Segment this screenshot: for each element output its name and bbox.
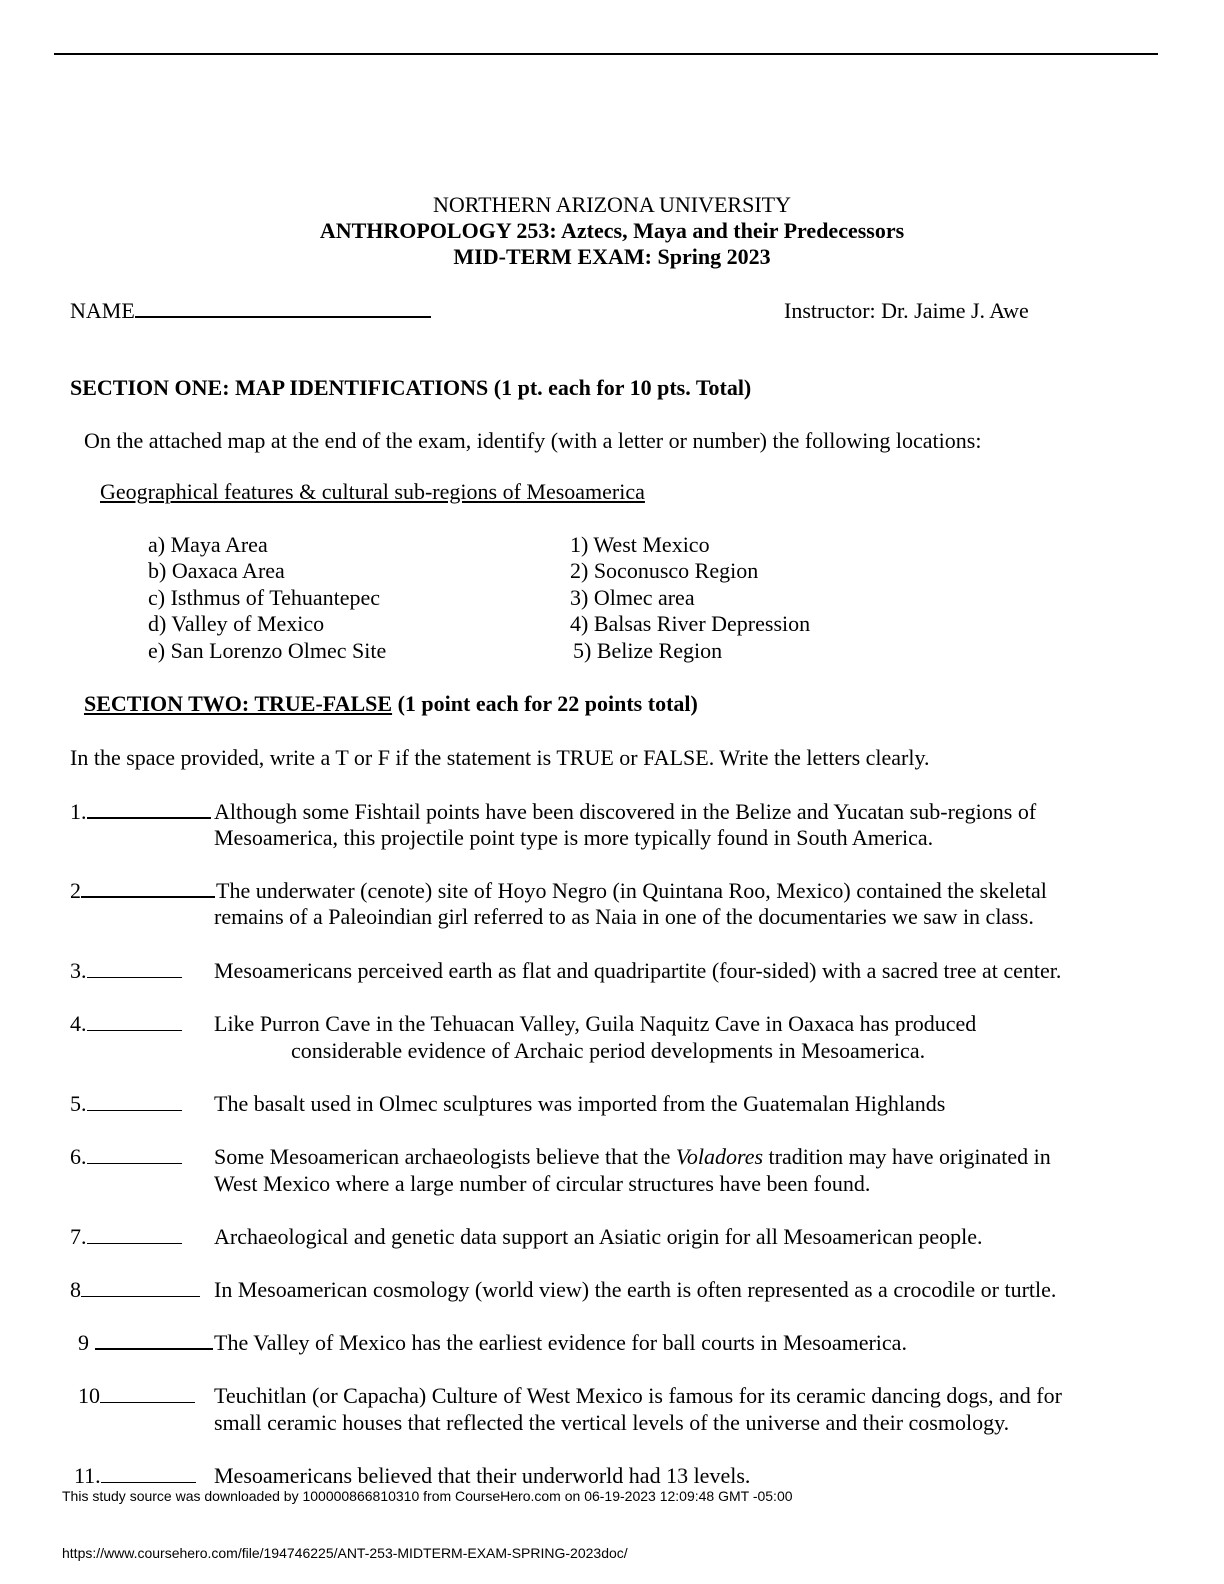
answer-blank[interactable] [87,1145,182,1164]
question-text: In Mesoamerican cosmology (world view) the earth is often represented as a crocodile or turtle. [214,1277,1057,1302]
question-text: Mesoamerica, this projectile point type is more typically found in South America. [214,825,934,850]
question-text: Archaeological and genetic data support an Asiatic origin for all Mesoamerican people. [214,1224,983,1249]
course-title: ANTHROPOLOGY 253: Aztecs, Maya and their Predecessors [319,218,905,243]
question-text: Teuchitlan (or Capacha) Culture of West Mexico is famous for its ceramic dancing dogs, and for [214,1383,1062,1408]
question-text: Mesoamericans believed that their underworld had 13 levels. [214,1463,751,1488]
question-text: West Mexico where a large number of circular structures have been found. [214,1171,871,1196]
question-number: 2 [70,878,81,903]
question-text: Like Purron Cave in the Tehuacan Valley, Guila Naquitz Cave in Oaxaca has produced [214,1011,977,1036]
answer-blank[interactable] [87,1092,182,1111]
question-number-row [70,1011,182,1037]
download-note: This study source was downloaded by 100000866810310 from CourseHero.com on 06-19-2023 12:09:48 GMT -05:00 [62,1488,793,1504]
question-number-row [70,1144,182,1170]
map-item: d) Valley of Mexico [148,611,325,636]
answer-blank[interactable] [100,1384,195,1403]
answer-blank[interactable] [81,878,215,898]
map-item: 2) Soconusco Region [570,558,759,583]
answer-blank[interactable] [87,1225,182,1244]
section-two-heading [84,691,698,717]
question-text-part: tradition may have originated in [763,1144,1051,1169]
exam-title: MID-TERM EXAM: Spring 2023 [453,244,771,269]
map-item: c) Isthmus of Tehuantepec [148,585,381,610]
source-url[interactable]: https://www.coursehero.com/file/194746225/ANT-253-MIDTERM-EXAM-SPRING-2023doc/ [62,1545,628,1561]
question-number-row [70,878,215,904]
answer-blank[interactable] [87,799,211,819]
question-number: 4. [70,1011,87,1036]
name-blank[interactable] [135,298,431,318]
question-text: small ceramic houses that reflected the vertical levels of the universe and their cosmology. [214,1410,1010,1435]
question-number-row [74,1463,196,1489]
question-number-row [78,1383,195,1409]
question-number: 11. [74,1463,101,1488]
name-field [70,298,431,324]
question-number-row [70,799,211,825]
question-text: The basalt used in Olmec sculptures was imported from the Guatemalan Highlands [214,1091,946,1116]
answer-blank[interactable] [87,959,182,978]
question-text-part: Some Mesoamerican archaeologists believe that the [214,1144,676,1169]
map-item: 4) Balsas River Depression [570,611,811,636]
section-two-heading-rest: (1 point each for 22 points total) [392,691,698,716]
section-one-instruction: On the attached map at the end of the exam, identify (with a letter or number) the following locations: [84,428,982,453]
question-number: 5. [70,1091,87,1116]
map-item: 3) Olmec area [570,585,695,610]
question-text: Although some Fishtail points have been discovered in the Belize and Yucatan sub-regions of [214,799,1037,824]
map-item: a) Maya Area [148,532,268,557]
name-label: NAME [70,298,135,323]
university-title: NORTHERN ARIZONA UNIVERSITY [432,192,791,217]
question-number-row [70,1224,182,1250]
question-number-row [70,958,182,984]
map-item: 1) West Mexico [570,532,710,557]
question-number: 6. [70,1144,87,1169]
top-rule [54,53,1158,55]
answer-blank[interactable] [81,1278,200,1297]
question-number: 10 [78,1383,100,1408]
question-text: remains of a Paleoindian girl referred to as Naia in one of the documentaries we saw in class. [214,904,1034,929]
map-item: 5) Belize Region [573,638,723,663]
answer-blank[interactable] [87,1012,182,1031]
section-one-subheading: Geographical features & cultural sub-regions of Mesoamerica [100,479,645,504]
question-text [214,1144,1051,1170]
question-text: Mesoamericans perceived earth as flat and quadripartite (four-sided) with a sacred tree at center. [214,958,1062,983]
section-one-heading: SECTION ONE: MAP IDENTIFICATIONS (1 pt. each for 10 pts. Total) [70,375,752,400]
question-text: The Valley of Mexico has the earliest evidence for ball courts in Mesoamerica. [214,1330,907,1355]
question-number-row [78,1330,213,1356]
question-number-row [70,1091,182,1117]
section-two-instruction: In the space provided, write a T or F if the statement is TRUE or FALSE. Write the letters clearly. [70,745,930,770]
answer-blank[interactable] [95,1330,213,1350]
instructor-label: Instructor: Dr. Jaime J. Awe [784,298,1029,323]
question-number: 9 [78,1330,89,1355]
question-number: 3. [70,958,87,983]
section-two-heading-underlined: SECTION TWO: TRUE-FALSE [84,691,393,716]
map-item: b) Oaxaca Area [148,558,285,583]
question-text-emphasis: Voladores [675,1144,764,1169]
question-text: The underwater (cenote) site of Hoyo Negro (in Quintana Roo, Mexico) contained the skeletal [216,878,1047,903]
question-number: 8 [70,1277,81,1302]
answer-blank[interactable] [101,1464,196,1483]
question-number: 1. [70,799,87,824]
map-item: e) San Lorenzo Olmec Site [148,638,387,663]
question-number-row [70,1277,200,1303]
question-text: considerable evidence of Archaic period developments in Mesoamerica. [291,1038,926,1063]
question-number: 7. [70,1224,87,1249]
